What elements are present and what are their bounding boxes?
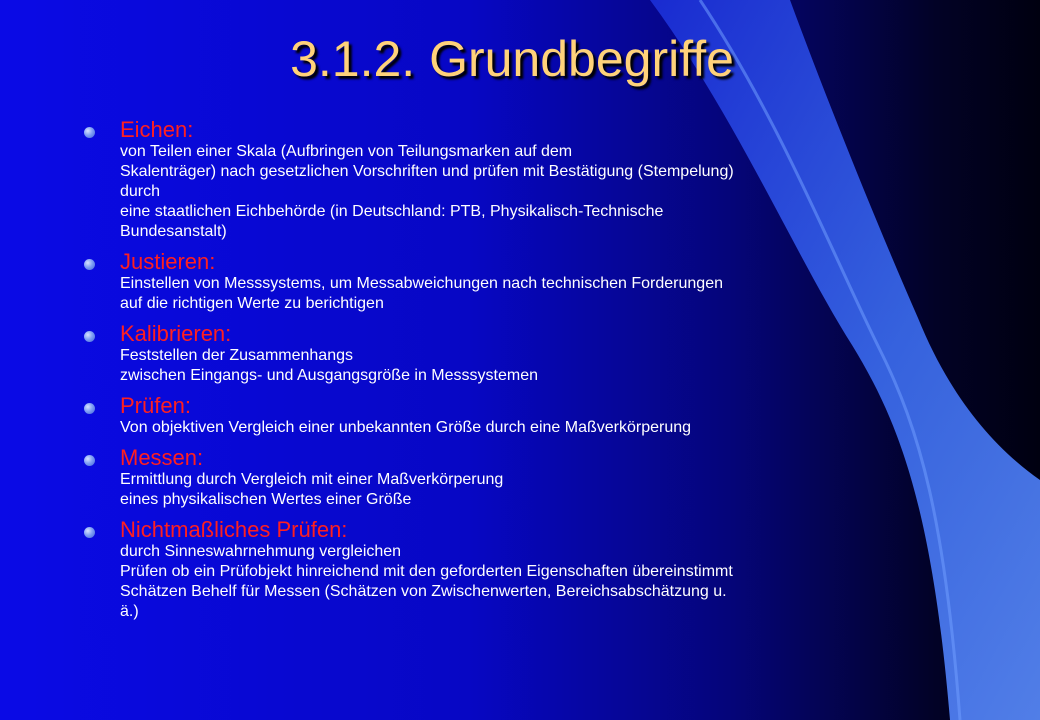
bullet-icon [84,455,95,466]
list-item [84,118,964,242]
definition-line: Prüfen ob ein Prüfobjekt hinreichend mit den geforderten Eigenschaften übereinstimmt [120,563,733,580]
definition-line: ä.) [120,603,139,620]
definition-line: Schätzen Behelf für Messen (Schätzen von Zwischenwerten, Bereichsabschätzung u. [120,583,727,600]
list-item [84,250,964,314]
definition-line: zwischen Eingangs- und Ausgangsgröße in Messsystemen [120,367,538,384]
definition-line: durch Sinneswahrnehmung vergleichen [120,543,402,560]
term-label: Kalibrieren: [120,321,232,346]
bullet-icon [84,331,95,342]
definition-line: durch [120,183,161,200]
definition-line: eines physikalischen Wertes einer Größe [120,491,412,508]
definition-line: Bundesanstalt) [120,223,227,240]
list-item [84,446,964,510]
definition-line: Ermittlung durch Vergleich mit einer Maßverkörperung [120,471,504,488]
list-item [84,394,964,438]
bullet-icon [84,127,95,138]
term-label: Eichen: [120,117,194,142]
list-item [84,322,964,386]
definition-line: eine staatlichen Eichbehörde (in Deutschland: PTB, Physikalisch-Technische [120,203,664,220]
definition-line: von Teilen einer Skala (Aufbringen von Teilungsmarken auf dem [120,143,573,160]
definition-line: auf die richtigen Werte zu berichtigen [120,295,384,312]
definition-line: Skalenträger) nach gesetzlichen Vorschriften und prüfen mit Bestätigung (Stempelung) [120,163,734,180]
term-label: Justieren: [120,249,216,274]
definition-line: Von objektiven Vergleich einer unbekannten Größe durch eine Maßverkörperung [120,419,692,436]
term-list [84,118,964,630]
definition-line: Einstellen von Messsystems, um Messabweichungen nach technischen Forderungen [120,275,723,292]
bullet-icon [84,527,95,538]
list-item [84,518,964,622]
bullet-icon [84,259,95,270]
bullet-icon [84,403,95,414]
slide-title: 3.1.2. Grundbegriffe [290,31,734,87]
definition-line: Feststellen der Zusammenhangs [120,347,353,364]
term-label: Nichtmaßliches Prüfen: [120,517,348,542]
term-label: Prüfen: [120,393,191,418]
term-label: Messen: [120,445,204,470]
